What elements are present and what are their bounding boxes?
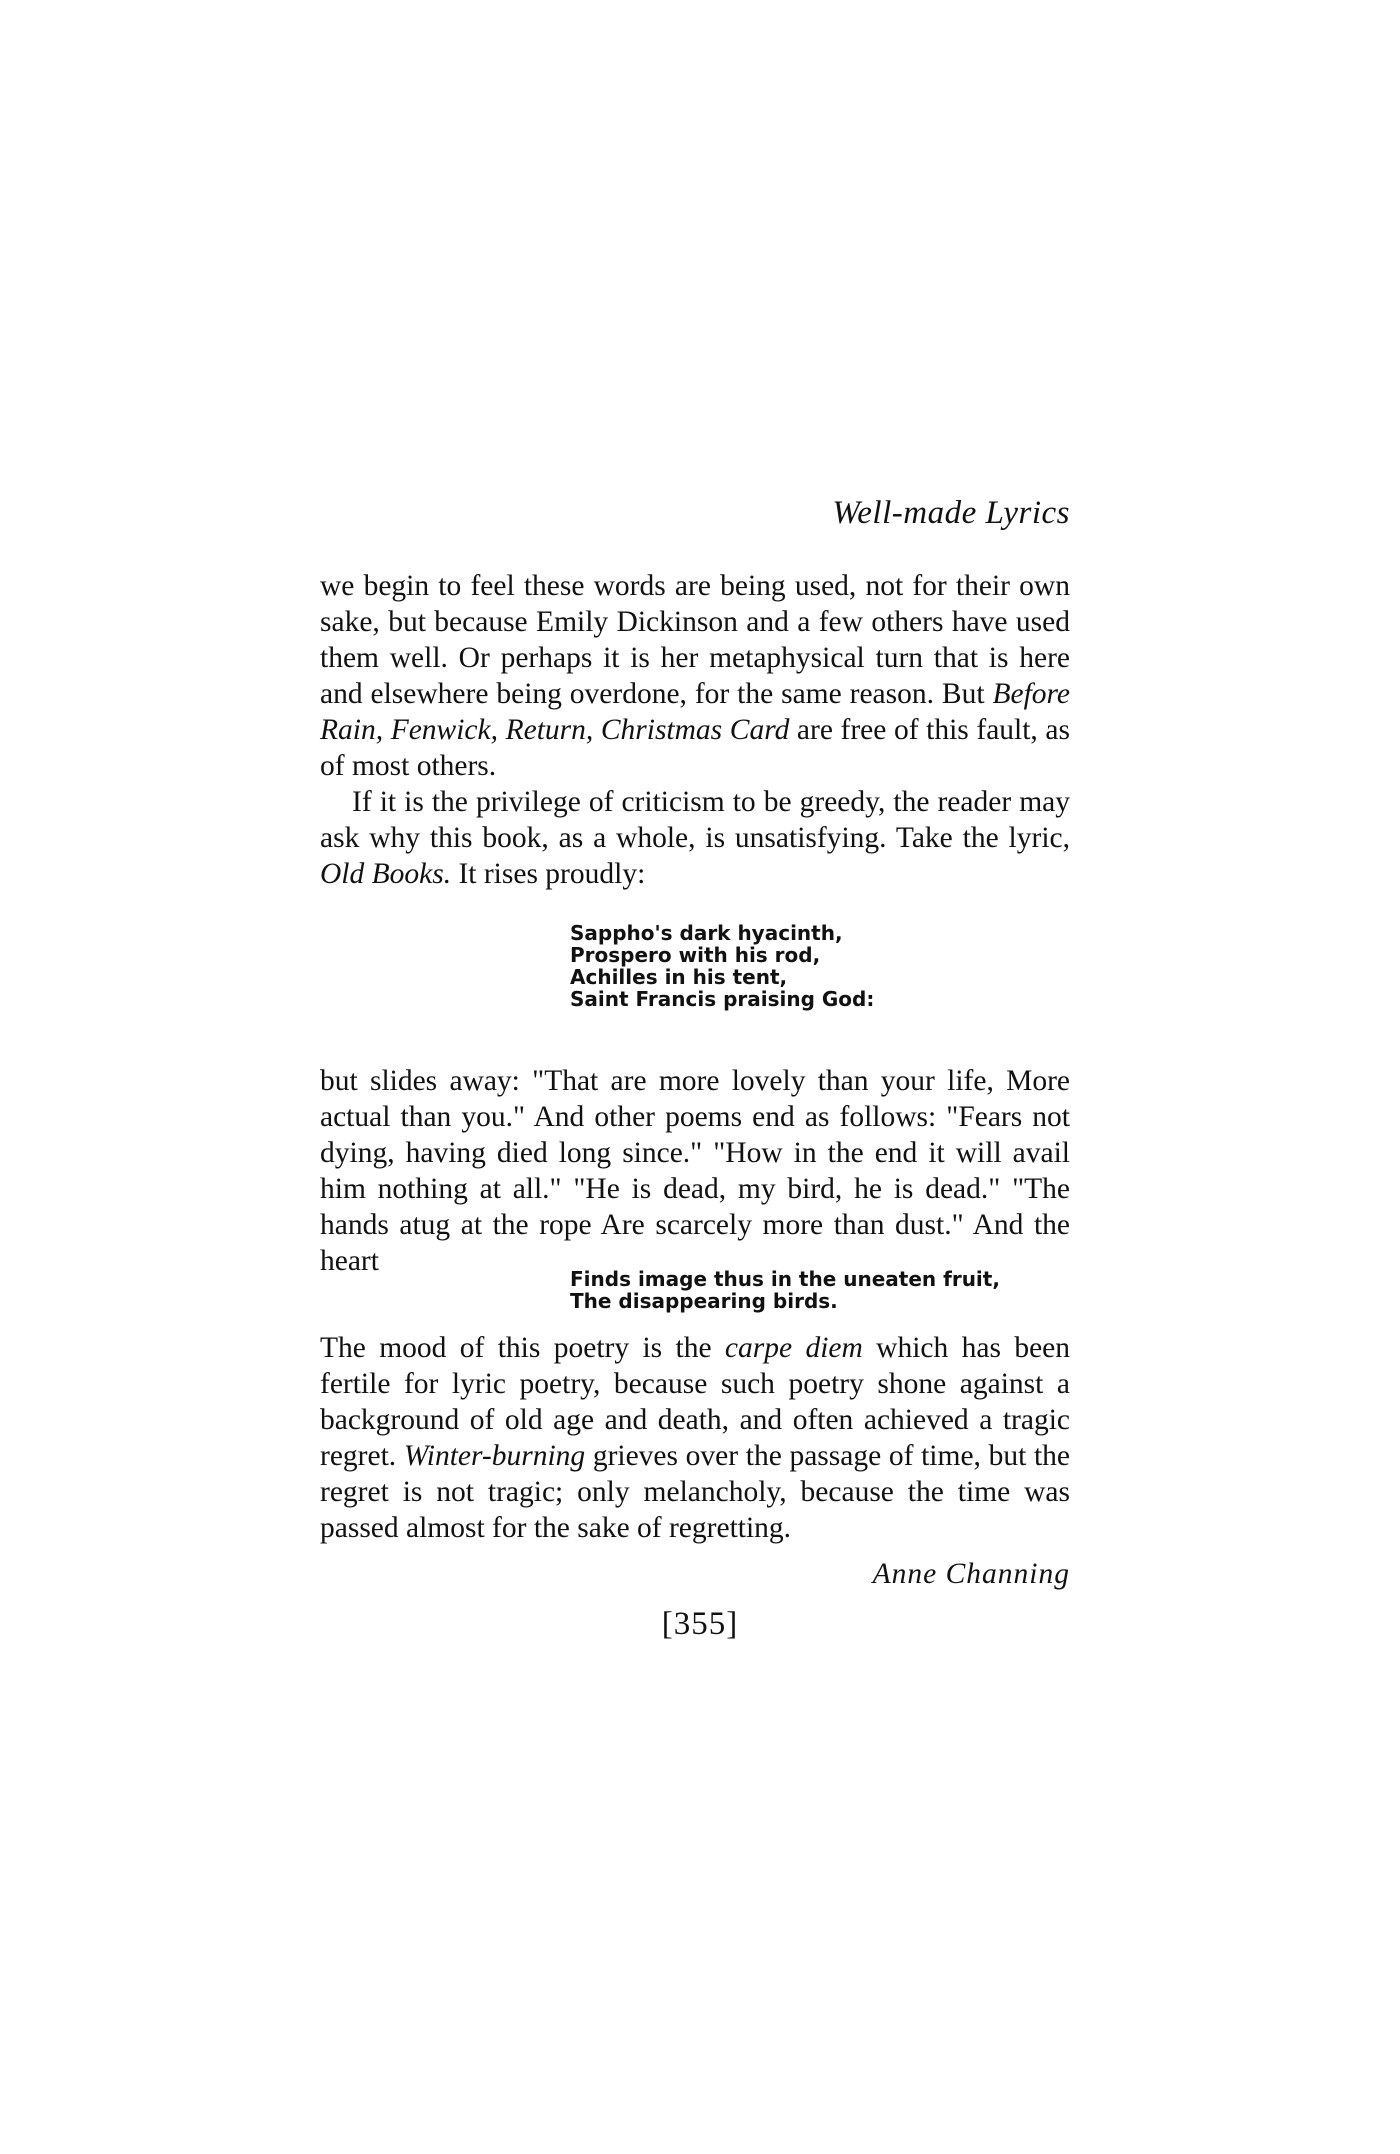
paragraph-3-text: but slides away: "That are more lovely than your life, More actual than you." And other poems end as follows: "Fears not dying, having died long since." "How in the end it will avail him nothing at all." "He is dead, my bird, he is dead." "The hands atug at the rope Are scarcely more than dust." And the heart bbox=[320, 1065, 1070, 1277]
paragraph-4-phrase: carpe diem bbox=[724, 1332, 863, 1364]
author-name: Anne Channing bbox=[872, 1558, 1070, 1590]
verse-1-line: Prospero with his rod, bbox=[570, 943, 821, 967]
paragraph-4-text-b: which has been fertile for lyric poetry, because such poetry shone against a background of old age and death, and often achieved a tragic regret. bbox=[320, 1332, 1071, 1472]
verse-quote-1 bbox=[570, 922, 874, 1010]
paragraph-2-text-b: It rises proudly: bbox=[451, 858, 646, 890]
verse-quote-2 bbox=[570, 1268, 1000, 1312]
running-header bbox=[320, 495, 1070, 532]
paragraph-2 bbox=[320, 784, 1070, 892]
paragraph-1-poem-titles: Before Rain, Fenwick, Return, Christmas Card bbox=[320, 678, 1070, 746]
paragraph-2-poem-title: Old Books. bbox=[320, 858, 452, 890]
paragraph-4-text-a: The mood of this poetry is the bbox=[320, 1332, 725, 1364]
verse-1-line: Achilles in his tent, bbox=[570, 965, 788, 989]
paragraph-3 bbox=[320, 1063, 1070, 1279]
page-number-text: [355] bbox=[661, 1606, 739, 1642]
verse-1-line: Sappho's dark hyacinth, bbox=[570, 921, 843, 945]
paragraph-1-text-a: we begin to feel these words are being used, not for their own sake, but because Emily Dickinson and a few others have used them well. Or perhaps it is her metaphysical turn that is here and elsewhere being overdone, for the same reason. But bbox=[320, 570, 1070, 710]
paragraph-1 bbox=[320, 568, 1070, 784]
author-signature bbox=[320, 1558, 1070, 1591]
paragraph-4 bbox=[320, 1330, 1070, 1546]
paragraph-4-poem-title: Winter-burning bbox=[403, 1440, 586, 1472]
paragraph-2-text-a: If it is the privilege of criticism to be greedy, the reader may ask why this book, as a whole, is unsatisfying. Take the lyric, bbox=[320, 786, 1070, 854]
verse-1-line: Saint Francis praising God: bbox=[570, 987, 875, 1011]
verse-2-line: The disappearing birds. bbox=[570, 1289, 838, 1313]
verse-2-line: Finds image thus in the uneaten fruit, bbox=[570, 1267, 1000, 1291]
page-number bbox=[0, 1606, 1400, 1643]
running-title: Well-made Lyrics bbox=[832, 495, 1070, 531]
paragraph-1-text-b: are free of this fault, as of most others. bbox=[320, 714, 1070, 782]
paragraph-4-text-c: grieves over the passage of time, but the regret is not tragic; only melancholy, because the time was passed almost for the sake of regretting. bbox=[320, 1440, 1070, 1544]
